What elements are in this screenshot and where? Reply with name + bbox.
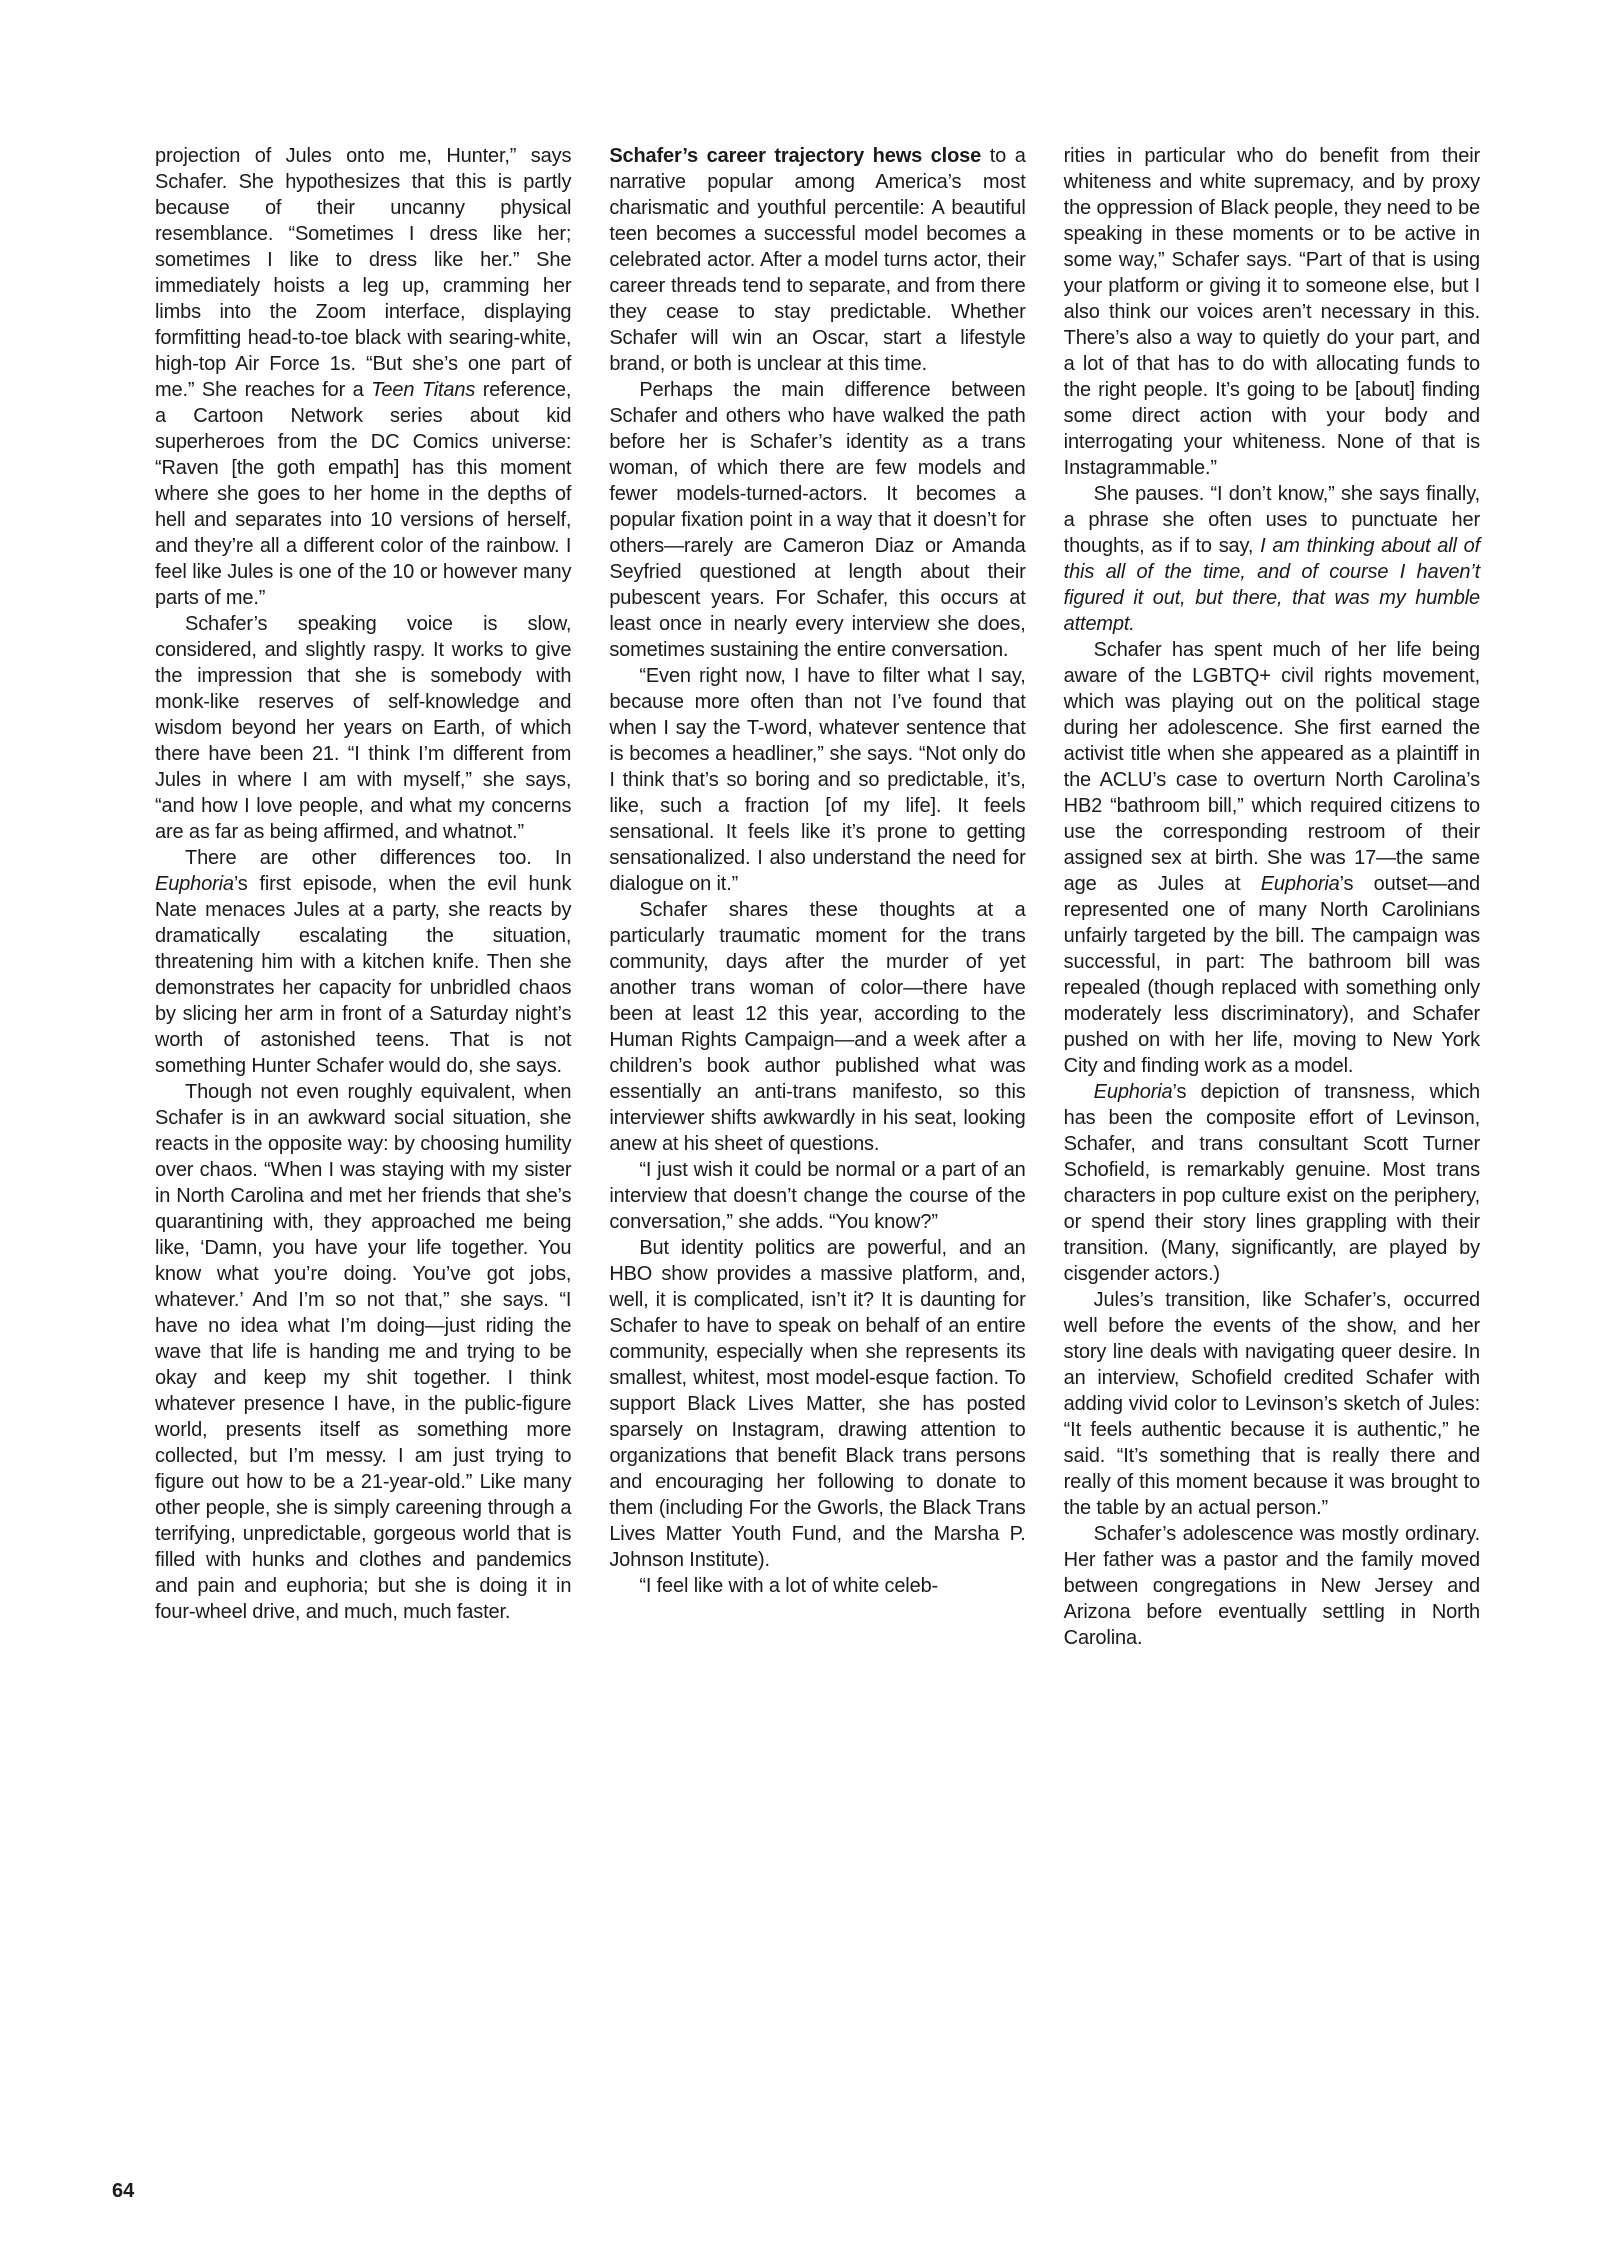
paragraph	[609, 663, 1025, 897]
page-footer	[112, 2180, 134, 2203]
paragraph	[155, 1079, 571, 1625]
text-run-regular: Schafer shares these thoughts at a particularly traumatic moment for the trans community, days after the murder of yet another trans woman of color—there have been at least 12 this year, according to the Human Rights Campaign—and a week after a children’s book author published what was essentially an anti-trans manifesto, so this interviewer shifts awkwardly in his seat, looking anew at his sheet of questions.	[609, 899, 1026, 1155]
text-run-regular: Schafer’s speaking voice is slow, considered, and slightly raspy. It works to give the impression that she is somebody with monk-like reserves of self-knowledge and wisdom beyond her years on Earth, of which there have been 21. “I think I’m different from Jules in where I am with myself,” she says, “and how I love people, and what my concerns are as far as being affirmed, and whatnot.”	[155, 613, 572, 843]
text-run-regular: Schafer’s adolescence was mostly ordinary. Her father was a pastor and the family moved between congregations in New Jersey and Arizona before eventually settling in North Carolina.	[1063, 1523, 1480, 1649]
paragraph	[155, 845, 571, 1079]
text-run-italic: Euphoria	[1260, 873, 1340, 895]
article-body	[155, 143, 1480, 1651]
paragraph	[609, 143, 1025, 377]
text-column-2	[609, 143, 1025, 1651]
page-number: 64	[112, 2180, 135, 2202]
text-run-regular: “I just wish it could be normal or a part of an interview that doesn’t change the course of the conversation,” she adds. “You know?”	[609, 1159, 1026, 1233]
text-run-regular: She pauses. “I don’t know,” she says finally, a phrase she often uses to punctuate her thoughts, as if to say,	[1063, 483, 1480, 557]
paragraph	[1064, 481, 1480, 637]
paragraph	[609, 1157, 1025, 1235]
text-run-italic: Euphoria	[1093, 1081, 1173, 1103]
text-run-regular: Perhaps the main difference between Schafer and others who have walked the path before her is Schafer’s identity as a trans woman, of which there are few models and fewer models-turned-actors. It becomes a popular fixation point in a way that it doesn’t for others—rarely are Cameron Diaz or Amanda Seyfried questioned at length about their pubescent years. For Schafer, this occurs at least once in nearly every interview she does, sometimes sustaining the entire conversation.	[609, 379, 1026, 661]
text-run-regular: ’s first episode, when the evil hunk Nate menaces Jules at a party, she reacts by dramatically escalating the situation, threatening him with a kitchen knife. Then she demonstrates her capacity for unbridled chaos by slicing her arm in front of a Saturday night’s worth of astonished teens. That is not something Hunter Schafer would do, she says.	[155, 873, 572, 1077]
text-run-italic: Euphoria	[155, 873, 234, 895]
text-run-regular: But identity politics are powerful, and an HBO show provides a massive platform, and, well, it is complicated, isn’t it? It is daunting for Schafer to have to speak on behalf of an entire community, especially when she represents its smallest, whitest, most model-esque faction. To support Black Lives Matter, she has posted sparsely on Instagram, drawing attention to organizations that benefit Black trans persons and encouraging her following to donate to them (including For the Gworls, the Black Trans Lives Matter Youth Fund, and the Marsha P. Johnson Institute).	[609, 1237, 1026, 1571]
text-run-regular: Schafer has spent much of her life being aware of the LGBTQ+ civil rights movement, which was playing out on the political stage during her adolescence. She first earned the activist title when she appeared as a plaintiff in the ACLU’s case to overturn North Carolina’s HB2 “bathroom bill,” which required citizens to use the corresponding restroom of their assigned sex at birth. She was 17—the same age as Jules at	[1063, 639, 1480, 895]
text-run-italic: I am thinking about all of this all of the time, and of course I haven’t figured it out, but there, that was my humble attempt.	[1063, 535, 1480, 635]
text-run-regular: projection of Jules onto me, Hunter,” says Schafer. She hypothesizes that this is partly because of their uncanny physical resemblance. “Sometimes I dress like her; sometimes I like to dress like her.” She immediately hoists a leg up, cramming her limbs into the Zoom interface, displaying formfitting head-to-toe black with searing-white, high-top Air Force 1s. “But she’s one part of me.” She reaches for a	[155, 145, 572, 401]
paragraph	[1064, 143, 1480, 481]
paragraph	[1064, 1079, 1480, 1287]
text-run-regular: rities in particular who do benefit from their whiteness and white supremacy, and by proxy the oppression of Black people, they need to be speaking in these moments or to be active in some way,” Schafer says. “Part of that is using your platform or giving it to someone else, but I also think our voices aren’t necessary in this. There’s also a way to quietly do your part, and a lot of that has to do with allocating funds to the right people. It’s going to be [about] finding some direct action with your body and interrogating your whiteness. None of that is Instagrammable.”	[1063, 145, 1480, 479]
text-run-regular: Though not even roughly equivalent, when Schafer is in an awkward social situation, she reacts in the opposite way: by choosing humility over chaos. “When I was staying with my sister in North Carolina and met her friends that she’s quarantining with, they approached me being like, ‘Damn, you have your life together. You know what you’re doing. You’ve got jobs, whatever.’ And I’m so not that,” she says. “I have no idea what I’m doing—just riding the wave that life is handing me and trying to be okay and keep my shit together. I think whatever presence I have, in the public-figure world, presents itself as something more collected, but I’m messy. I am just trying to figure out how to be a 21-year-old.” Like many other people, she is simply careening through a terrifying, unpredictable, gorgeous world that is filled with hunks and clothes and pandemics and pain and euphoria; but she is doing it in four-wheel drive, and much, much faster.	[155, 1081, 572, 1623]
paragraph	[609, 897, 1025, 1157]
paragraph	[609, 377, 1025, 663]
text-run-regular: “I feel like with a lot of white celeb-	[639, 1575, 939, 1597]
text-run-bold: Schafer’s career trajectory hews close	[609, 145, 982, 167]
text-column-1	[155, 143, 571, 1651]
text-run-regular: to a narrative popular among America’s most charismatic and youthful percentile: A beautiful teen becomes a successful model becomes a celebrated actor. After a model turns actor, their career threads tend to separate, and from there they cease to stay predictable. Whether Schafer will win an Oscar, start a lifestyle brand, or both is unclear at this time.	[609, 145, 1026, 375]
text-run-regular: ’s depiction of transness, which has been the composite effort of Levinson, Schafer, and trans consultant Scott Turner Schofield, is remarkably genuine. Most trans characters in pop culture exist on the periphery, or spend their story lines grappling with their transition. (Many, significantly, are played by cisgender actors.)	[1063, 1081, 1480, 1285]
text-run-regular: reference, a Cartoon Network series about kid superheroes from the DC Comics universe: “Raven [the goth empath] has this moment where she goes to her home in the depths of hell and separates into 10 versions of herself, and they’re all a different color of the rainbow. I feel like Jules is one of the 10 or however many parts of me.”	[155, 379, 572, 609]
text-column-3	[1064, 143, 1480, 1651]
paragraph	[1064, 1287, 1480, 1521]
text-run-regular: There are other differences too. In	[185, 847, 572, 869]
paragraph	[609, 1573, 1025, 1599]
text-run-italic: Teen Titans	[371, 379, 476, 401]
paragraph	[155, 143, 571, 611]
paragraph	[1064, 1521, 1480, 1651]
text-run-regular: Jules’s transition, like Schafer’s, occurred well before the events of the show, and her story line deals with navigating queer desire. In an interview, Schofield credited Schafer with adding vivid color to Levinson’s sketch of Jules: “It feels authentic because it is authentic,” he said. “It’s something that is really there and really of this moment because it was brought to the table by an actual person.”	[1063, 1289, 1480, 1519]
text-run-regular: “Even right now, I have to filter what I say, because more often than not I’ve found that when I say the T-word, whatever sentence that is becomes a headliner,” she says. “Not only do I think that’s so boring and so predictable, it’s, like, such a fraction [of my life]. It feels sensational. It feels like it’s prone to getting sensationalized. I also understand the need for dialogue on it.”	[609, 665, 1026, 895]
paragraph	[609, 1235, 1025, 1573]
paragraph	[155, 611, 571, 845]
paragraph	[1064, 637, 1480, 1079]
text-run-regular: ’s outset—and represented one of many North Carolinians unfairly targeted by the bill. The campaign was successful, in part: The bathroom bill was repealed (though replaced with something only moderately less discriminatory), and Schafer pushed on with her life, moving to New York City and finding work as a model.	[1063, 873, 1480, 1077]
